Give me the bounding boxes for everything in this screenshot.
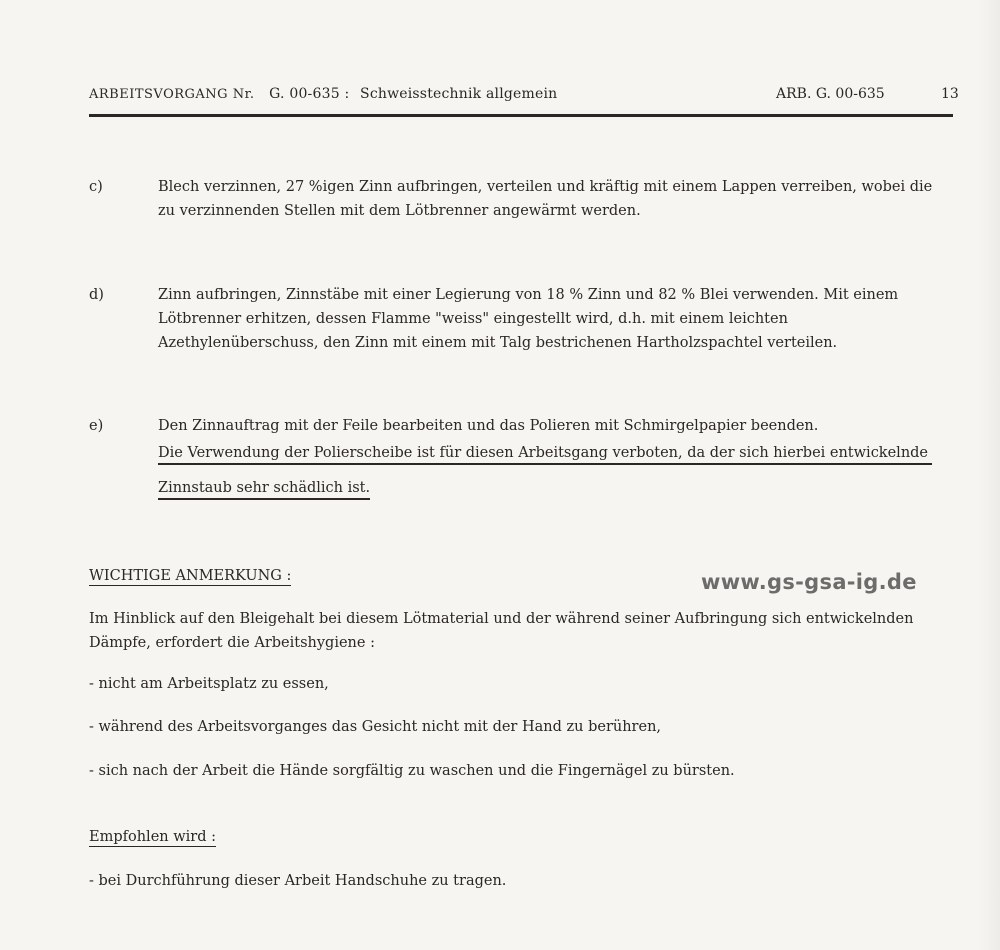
warning-line-1 [158,445,932,465]
header-left [89,86,557,102]
watermark: www.gs-gsa-ig.de [701,570,917,594]
item-text: Zinn aufbringen, Zinnstäbe mit einer Legierung von 18 % Zinn und 82 % Blei verwenden. Mit einem Lötbrenner erhitzen, dessen Flamme "weiss" eingestellt wird, d.h. mit einem leichten Azethylenüberschuss, den Zinn mit einem mit Talg bestrichenen Hartholzspachtel verteilen. [158,287,899,351]
item-text: Den Zinnauftrag mit der Feile bearbeiten und das Polieren mit Schmirgelpapier beenden. [158,418,819,434]
warning-line-2 [158,480,370,500]
item-text: Blech verzinnen, 27 %igen Zinn aufbringen, verteilen und kräftig mit einem Lappen verreiben, wobei die zu verzinnenden Stellen mit dem Lötbrenner angewärmt werden. [158,179,933,219]
warning-text-1: Die Verwendung der Polierscheibe ist für diesen Arbeitsgang verboten, da der sich hierbei entwickelnde [158,445,932,465]
item-letter: e) [89,418,104,434]
recommend-bullet: - bei Durchführung dieser Arbeit Handschuhe zu tragen. [89,873,507,889]
page-header [89,86,960,110]
header-title: Schweisstechnik allgemein [360,86,558,102]
page-edge-shadow [978,0,1000,950]
note-intro: Im Hinblick auf den Bleigehalt bei diesem Lötmaterial und der während seiner Aufbringung sich entwickelnden Dämpfe, erfordert die Arbeitshygiene : [89,611,914,651]
header-prefix: ARBEITSVORGANG Nr. [89,87,255,102]
note-bullet: - während des Arbeitsvorganges das Gesicht nicht mit der Hand zu berühren, [89,719,662,735]
header-code: ARB. G. 00-635 [776,86,885,102]
recommend-heading: Empfohlen wird : [89,829,216,845]
item-letter: c) [89,179,103,195]
note-heading: WICHTIGE ANMERKUNG : [89,568,292,584]
note-bullet: - sich nach der Arbeit die Hände sorgfältig zu waschen und die Fingernägel zu bürsten. [89,763,735,779]
header-number: G. 00-635 : [269,86,350,102]
page-number: 13 [941,86,959,102]
header-rule [89,114,953,117]
note-bullet: - nicht am Arbeitsplatz zu essen, [89,676,329,692]
item-letter: d) [89,287,104,303]
warning-text-2: Zinnstaub sehr schädlich ist. [158,480,370,500]
